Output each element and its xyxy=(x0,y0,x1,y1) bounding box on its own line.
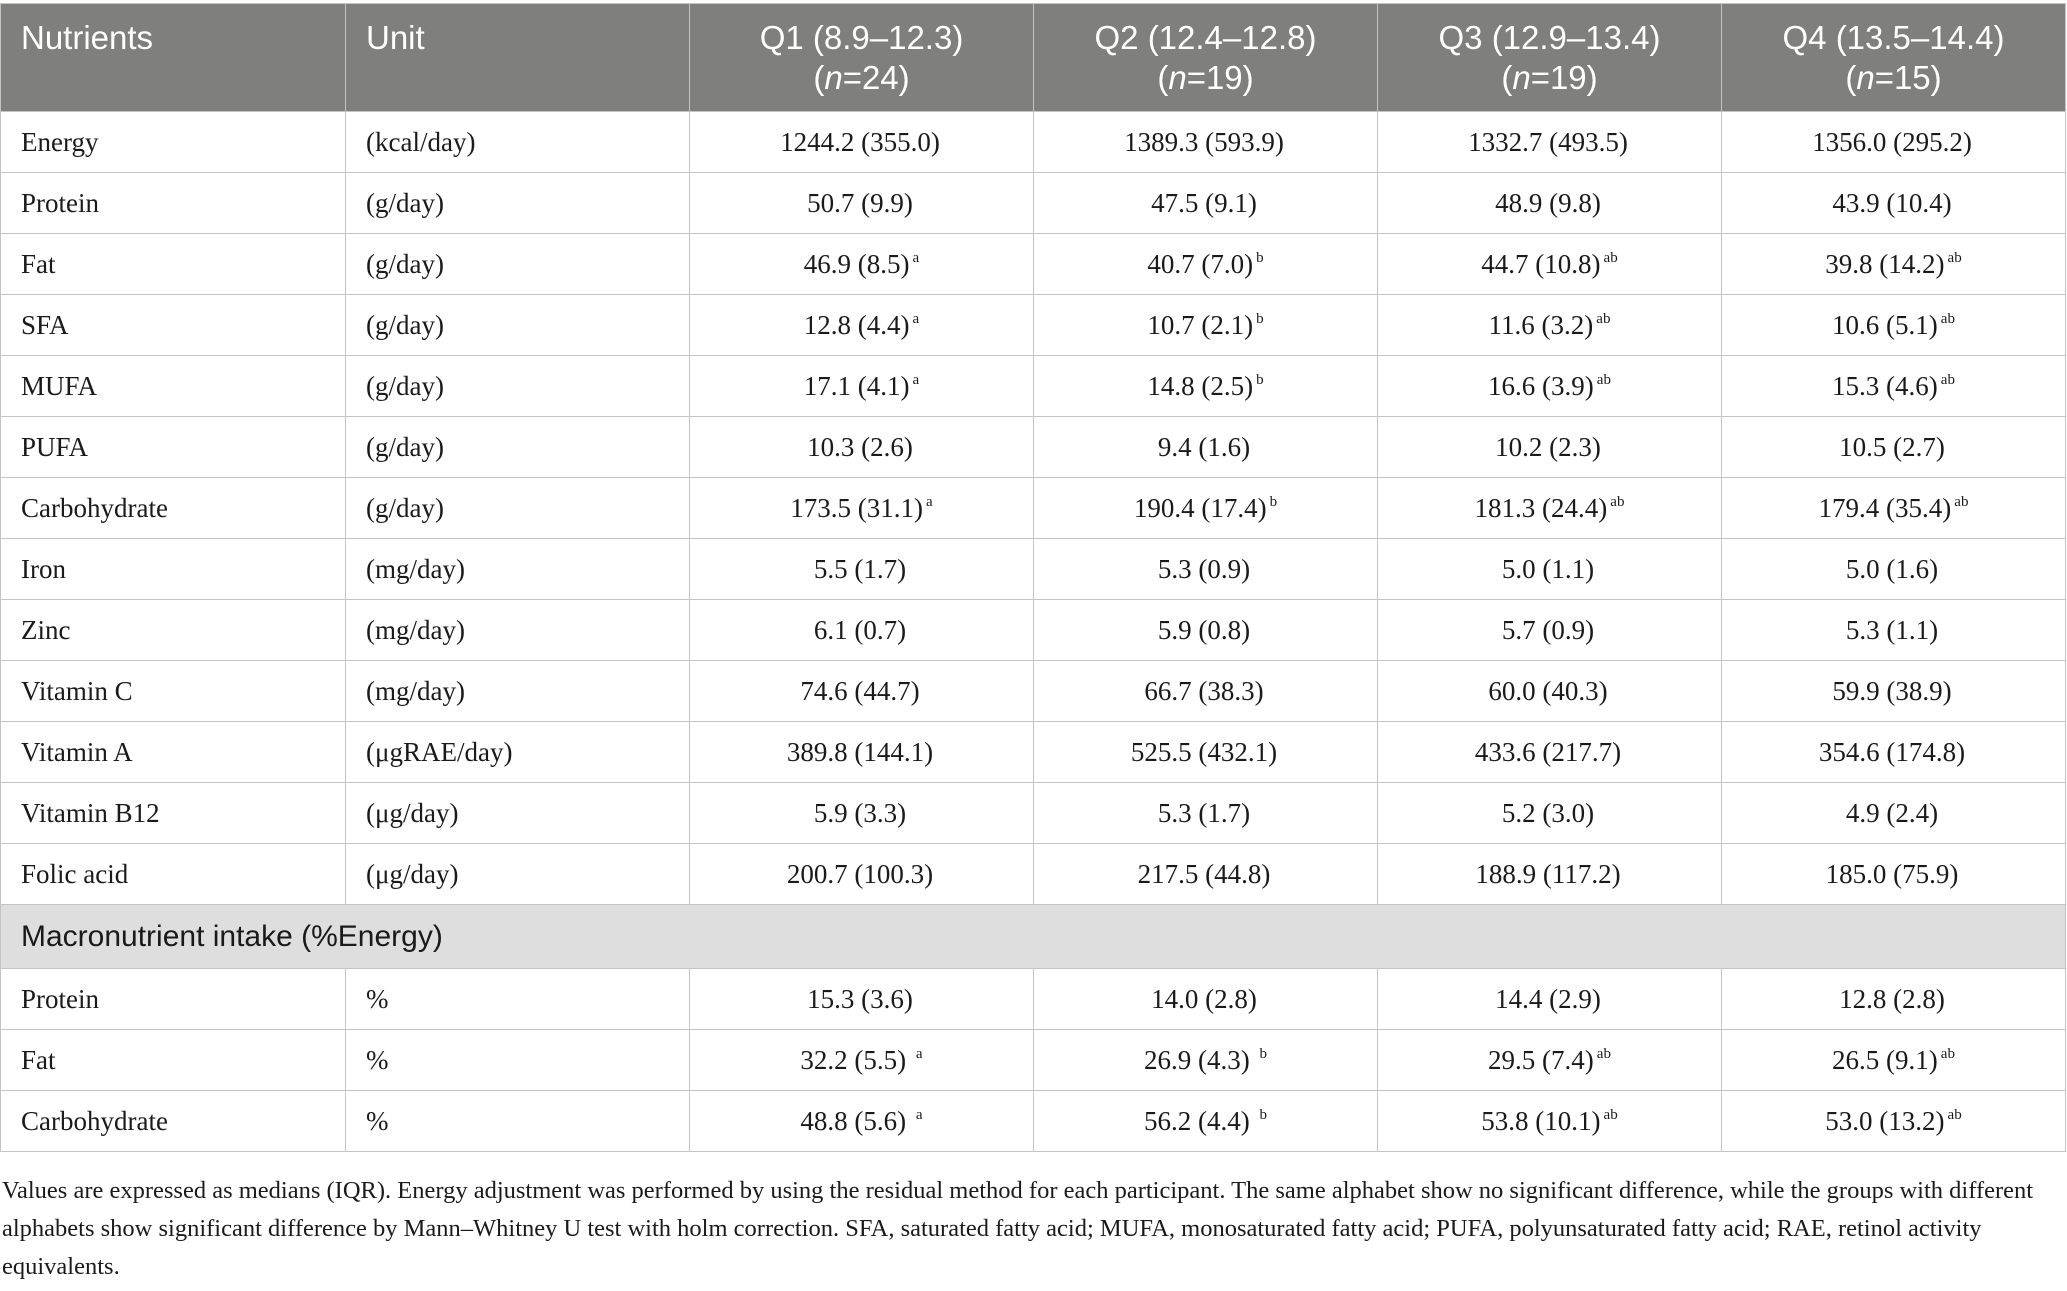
nutrient-unit: (mg/day) xyxy=(346,600,690,661)
median-iqr: 40.7 (7.0) xyxy=(1147,248,1254,279)
table-row xyxy=(1,661,2066,722)
table-row xyxy=(1,600,2066,661)
nutrient-unit: (g/day) xyxy=(346,234,690,295)
median-iqr: 43.9 (10.4) xyxy=(1832,187,1952,218)
nutrient-name: Iron xyxy=(1,539,346,600)
table-row xyxy=(1,1030,2066,1091)
value-cell-q3 xyxy=(1378,112,1722,173)
value-cell-q2 xyxy=(1034,661,1378,722)
nutrient-name: Protein xyxy=(1,969,346,1030)
header-q2-n-prefix: ( xyxy=(1157,59,1169,96)
median-iqr: 10.2 (2.3) xyxy=(1495,431,1601,462)
value-cell-q3 xyxy=(1378,234,1722,295)
value-cell-q4 xyxy=(1722,478,2066,539)
nutrient-name: SFA xyxy=(1,295,346,356)
median-iqr: 173.5 (31.1) xyxy=(790,492,924,523)
significance-letter: a xyxy=(912,310,920,327)
nutrient-name: Fat xyxy=(1,1030,346,1091)
nutrient-unit: (g/day) xyxy=(346,478,690,539)
median-iqr: 5.5 (1.7) xyxy=(813,553,907,584)
value-cell-q3 xyxy=(1378,661,1722,722)
value-cell-q4 xyxy=(1722,356,2066,417)
median-iqr: 1332.7 (493.5) xyxy=(1468,126,1628,157)
nutrient-unit: % xyxy=(346,969,690,1030)
median-iqr: 6.1 (0.7) xyxy=(813,614,907,645)
value-cell-q1 xyxy=(690,1030,1034,1091)
value-cell-q3 xyxy=(1378,417,1722,478)
value-cell-q2 xyxy=(1034,1030,1378,1091)
value-cell-q2 xyxy=(1034,1091,1378,1152)
nutrient-unit: (g/day) xyxy=(346,295,690,356)
nutrient-name: Vitamin A xyxy=(1,722,346,783)
median-iqr: 200.7 (100.3) xyxy=(786,858,934,889)
median-iqr: 14.0 (2.8) xyxy=(1151,983,1257,1014)
header-q2-n-symbol: n xyxy=(1168,59,1187,96)
value-cell-q2 xyxy=(1034,722,1378,783)
value-cell-q2 xyxy=(1034,234,1378,295)
value-cell-q4 xyxy=(1722,112,2066,173)
table-row xyxy=(1,478,2066,539)
value-cell-q4 xyxy=(1722,173,2066,234)
value-cell-q1 xyxy=(690,844,1034,905)
value-cell-q2 xyxy=(1034,112,1378,173)
section-title: Macronutrient intake (%Energy) xyxy=(1,905,2066,969)
table-row xyxy=(1,173,2066,234)
median-iqr: 53.8 (10.1) xyxy=(1481,1105,1601,1136)
header-q2-n-suffix: =19) xyxy=(1186,59,1254,96)
median-iqr: 50.7 (9.9) xyxy=(807,187,913,218)
value-cell-q2 xyxy=(1034,173,1378,234)
value-cell-q2 xyxy=(1034,417,1378,478)
value-cell-q1 xyxy=(690,600,1034,661)
median-iqr: 16.6 (3.9) xyxy=(1488,370,1594,401)
median-iqr: 26.5 (9.1) xyxy=(1832,1044,1938,1075)
nutrient-unit: % xyxy=(346,1030,690,1091)
median-iqr: 5.0 (1.6) xyxy=(1845,553,1939,584)
median-iqr: 12.8 (2.8) xyxy=(1839,983,1945,1014)
significance-letter: ab xyxy=(1603,249,1618,266)
median-iqr: 56.2 (4.4) xyxy=(1144,1105,1257,1136)
header-q4-n-suffix: =15) xyxy=(1874,59,1942,96)
significance-letter: ab xyxy=(1596,310,1611,327)
value-cell-q4 xyxy=(1722,1091,2066,1152)
median-iqr: 190.4 (17.4) xyxy=(1133,492,1267,523)
median-iqr: 5.0 (1.1) xyxy=(1501,553,1595,584)
table-row xyxy=(1,356,2066,417)
median-iqr: 5.9 (0.8) xyxy=(1157,614,1251,645)
median-iqr: 1389.3 (593.9) xyxy=(1124,126,1284,157)
median-iqr: 5.9 (3.3) xyxy=(813,797,907,828)
median-iqr: 188.9 (117.2) xyxy=(1475,858,1621,889)
value-cell-q3 xyxy=(1378,356,1722,417)
value-cell-q3 xyxy=(1378,1030,1722,1091)
nutrient-unit: (kcal/day) xyxy=(346,112,690,173)
median-iqr: 11.6 (3.2) xyxy=(1488,309,1594,340)
median-iqr: 39.8 (14.2) xyxy=(1825,248,1945,279)
significance-letter: ab xyxy=(1603,1106,1618,1123)
nutrient-name: Protein xyxy=(1,173,346,234)
nutrient-unit: (g/day) xyxy=(346,173,690,234)
value-cell-q2 xyxy=(1034,295,1378,356)
nutrient-unit: % xyxy=(346,1091,690,1152)
value-cell-q3 xyxy=(1378,969,1722,1030)
significance-letter: b xyxy=(1256,310,1264,327)
header-q2-label: Q2 (12.4–12.8) xyxy=(1094,19,1317,56)
nutrient-name: MUFA xyxy=(1,356,346,417)
header-q1-n-suffix: =24) xyxy=(842,59,910,96)
header-q3-label: Q3 (12.9–13.4) xyxy=(1438,19,1661,56)
nutrient-name: Fat xyxy=(1,234,346,295)
median-iqr: 5.3 (1.1) xyxy=(1845,614,1939,645)
value-cell-q4 xyxy=(1722,539,2066,600)
value-cell-q4 xyxy=(1722,1030,2066,1091)
median-iqr: 4.9 (2.4) xyxy=(1845,797,1939,828)
median-iqr: 53.0 (13.2) xyxy=(1825,1105,1945,1136)
table-row xyxy=(1,539,2066,600)
value-cell-q3 xyxy=(1378,722,1722,783)
table-row xyxy=(1,295,2066,356)
header-row xyxy=(1,4,2066,112)
value-cell-q4 xyxy=(1722,783,2066,844)
median-iqr: 10.3 (2.6) xyxy=(807,431,913,462)
table-footnote: Values are expressed as medians (IQR). Energy adjustment was performed by using the residual method for each participant. The same alphabet show no significant difference, while the groups with different alphabets show significant difference by Mann–Whitney U test with holm correction. SFA, saturated fatty acid; MUFA, monosaturated fatty acid; PUFA, polyunsaturated fatty acid; RAE, retinol activity equivalents. xyxy=(2,1177,2034,1280)
value-cell-q1 xyxy=(690,234,1034,295)
header-q4-n-prefix: ( xyxy=(1845,59,1857,96)
value-cell-q1 xyxy=(690,417,1034,478)
header-q2 xyxy=(1034,4,1378,112)
value-cell-q2 xyxy=(1034,600,1378,661)
value-cell-q1 xyxy=(690,173,1034,234)
significance-letter: ab xyxy=(1954,493,1969,510)
median-iqr: 10.5 (2.7) xyxy=(1839,431,1945,462)
nutrient-name: Folic acid xyxy=(1,844,346,905)
header-q3-n-symbol: n xyxy=(1512,59,1531,96)
median-iqr: 12.8 (4.4) xyxy=(803,309,910,340)
significance-letter: ab xyxy=(1610,493,1625,510)
value-cell-q4 xyxy=(1722,417,2066,478)
nutrient-intake-table xyxy=(0,3,2066,1152)
median-iqr: 181.3 (24.4) xyxy=(1474,492,1608,523)
median-iqr: 5.3 (0.9) xyxy=(1157,553,1251,584)
median-iqr: 26.9 (4.3) xyxy=(1144,1044,1257,1075)
table-row xyxy=(1,722,2066,783)
value-cell-q3 xyxy=(1378,173,1722,234)
table-row xyxy=(1,1091,2066,1152)
nutrient-name: Vitamin C xyxy=(1,661,346,722)
median-iqr: 5.7 (0.9) xyxy=(1501,614,1595,645)
value-cell-q1 xyxy=(690,969,1034,1030)
header-q4-n-symbol: n xyxy=(1856,59,1875,96)
median-iqr: 217.5 (44.8) xyxy=(1137,858,1271,889)
median-iqr: 46.9 (8.5) xyxy=(803,248,910,279)
header-q4-label: Q4 (13.5–14.4) xyxy=(1782,19,2005,56)
value-cell-q2 xyxy=(1034,783,1378,844)
significance-letter: ab xyxy=(1940,1045,1955,1062)
value-cell-q4 xyxy=(1722,661,2066,722)
table-body xyxy=(1,112,2066,1152)
value-cell-q1 xyxy=(690,478,1034,539)
table-row xyxy=(1,417,2066,478)
value-cell-q2 xyxy=(1034,969,1378,1030)
header-unit: Unit xyxy=(346,4,690,112)
median-iqr: 48.8 (5.6) xyxy=(800,1105,913,1136)
value-cell-q3 xyxy=(1378,478,1722,539)
table-row xyxy=(1,783,2066,844)
median-iqr: 14.4 (2.9) xyxy=(1495,983,1601,1014)
nutrient-unit: (g/day) xyxy=(346,417,690,478)
median-iqr: 1356.0 (295.2) xyxy=(1812,126,1972,157)
nutrient-unit: (μg/day) xyxy=(346,783,690,844)
value-cell-q4 xyxy=(1722,234,2066,295)
median-iqr: 1244.2 (355.0) xyxy=(780,126,940,157)
significance-letter: ab xyxy=(1940,310,1955,327)
value-cell-q2 xyxy=(1034,356,1378,417)
significance-letter: b xyxy=(1269,493,1278,510)
nutrient-unit: (μg/day) xyxy=(346,844,690,905)
median-iqr: 5.2 (3.0) xyxy=(1501,797,1595,828)
value-cell-q3 xyxy=(1378,844,1722,905)
significance-letter: ab xyxy=(1596,371,1611,388)
value-cell-q1 xyxy=(690,112,1034,173)
median-iqr: 10.7 (2.1) xyxy=(1147,309,1254,340)
median-iqr: 15.3 (4.6) xyxy=(1832,370,1938,401)
significance-letter: ab xyxy=(1947,1106,1962,1123)
median-iqr: 389.8 (144.1) xyxy=(786,736,934,767)
nutrient-name: Zinc xyxy=(1,600,346,661)
significance-letter: a xyxy=(915,1106,923,1123)
section-header-row xyxy=(1,905,2066,969)
header-q4 xyxy=(1722,4,2066,112)
nutrient-name: Energy xyxy=(1,112,346,173)
median-iqr: 433.6 (217.7) xyxy=(1474,736,1622,767)
significance-letter: b xyxy=(1256,371,1264,388)
value-cell-q4 xyxy=(1722,600,2066,661)
value-cell-q3 xyxy=(1378,783,1722,844)
header-q3-n-suffix: =19) xyxy=(1530,59,1598,96)
header-q3 xyxy=(1378,4,1722,112)
nutrient-unit: (mg/day) xyxy=(346,661,690,722)
significance-letter: b xyxy=(1256,249,1264,266)
nutrient-name: PUFA xyxy=(1,417,346,478)
significance-letter: a xyxy=(912,371,920,388)
nutrient-name: Carbohydrate xyxy=(1,478,346,539)
median-iqr: 32.2 (5.5) xyxy=(800,1044,913,1075)
significance-letter: a xyxy=(915,1045,923,1062)
value-cell-q4 xyxy=(1722,722,2066,783)
table-row xyxy=(1,969,2066,1030)
significance-letter: a xyxy=(926,493,933,510)
value-cell-q2 xyxy=(1034,844,1378,905)
value-cell-q1 xyxy=(690,539,1034,600)
median-iqr: 29.5 (7.4) xyxy=(1488,1044,1594,1075)
table-row xyxy=(1,234,2066,295)
median-iqr: 9.4 (1.6) xyxy=(1157,431,1251,462)
nutrient-name: Vitamin B12 xyxy=(1,783,346,844)
median-iqr: 179.4 (35.4) xyxy=(1818,492,1952,523)
value-cell-q1 xyxy=(690,356,1034,417)
significance-letter: b xyxy=(1259,1045,1267,1062)
median-iqr: 47.5 (9.1) xyxy=(1151,187,1257,218)
header-q1-n-symbol: n xyxy=(824,59,843,96)
value-cell-q3 xyxy=(1378,295,1722,356)
significance-letter: ab xyxy=(1596,1045,1611,1062)
significance-letter: ab xyxy=(1940,371,1955,388)
significance-letter: a xyxy=(912,249,920,266)
nutrient-name: Carbohydrate xyxy=(1,1091,346,1152)
nutrient-unit: (mg/day) xyxy=(346,539,690,600)
header-q3-n-prefix: ( xyxy=(1501,59,1513,96)
median-iqr: 17.1 (4.1) xyxy=(803,370,910,401)
value-cell-q4 xyxy=(1722,295,2066,356)
value-cell-q1 xyxy=(690,661,1034,722)
median-iqr: 66.7 (38.3) xyxy=(1144,675,1264,706)
median-iqr: 525.5 (432.1) xyxy=(1130,736,1278,767)
value-cell-q1 xyxy=(690,295,1034,356)
median-iqr: 5.3 (1.7) xyxy=(1157,797,1251,828)
value-cell-q2 xyxy=(1034,478,1378,539)
table-row xyxy=(1,112,2066,173)
median-iqr: 14.8 (2.5) xyxy=(1147,370,1254,401)
value-cell-q3 xyxy=(1378,539,1722,600)
significance-letter: b xyxy=(1259,1106,1267,1123)
header-q1-label: Q1 (8.9–12.3) xyxy=(759,19,964,56)
value-cell-q4 xyxy=(1722,969,2066,1030)
header-nutrients: Nutrients xyxy=(1,4,346,112)
header-q1-n-prefix: ( xyxy=(813,59,825,96)
value-cell-q4 xyxy=(1722,844,2066,905)
value-cell-q1 xyxy=(690,1091,1034,1152)
value-cell-q3 xyxy=(1378,600,1722,661)
value-cell-q1 xyxy=(690,783,1034,844)
median-iqr: 354.6 (174.8) xyxy=(1818,736,1966,767)
median-iqr: 15.3 (3.6) xyxy=(807,983,913,1014)
median-iqr: 44.7 (10.8) xyxy=(1481,248,1601,279)
header-q1 xyxy=(690,4,1034,112)
median-iqr: 74.6 (44.7) xyxy=(800,675,920,706)
median-iqr: 60.0 (40.3) xyxy=(1488,675,1608,706)
median-iqr: 185.0 (75.9) xyxy=(1825,858,1959,889)
median-iqr: 48.9 (9.8) xyxy=(1495,187,1601,218)
median-iqr: 10.6 (5.1) xyxy=(1832,309,1938,340)
nutrient-unit: (g/day) xyxy=(346,356,690,417)
nutrient-unit: (μgRAE/day) xyxy=(346,722,690,783)
median-iqr: 59.9 (38.9) xyxy=(1832,675,1952,706)
value-cell-q2 xyxy=(1034,539,1378,600)
value-cell-q3 xyxy=(1378,1091,1722,1152)
value-cell-q1 xyxy=(690,722,1034,783)
significance-letter: ab xyxy=(1947,249,1962,266)
table-row xyxy=(1,844,2066,905)
